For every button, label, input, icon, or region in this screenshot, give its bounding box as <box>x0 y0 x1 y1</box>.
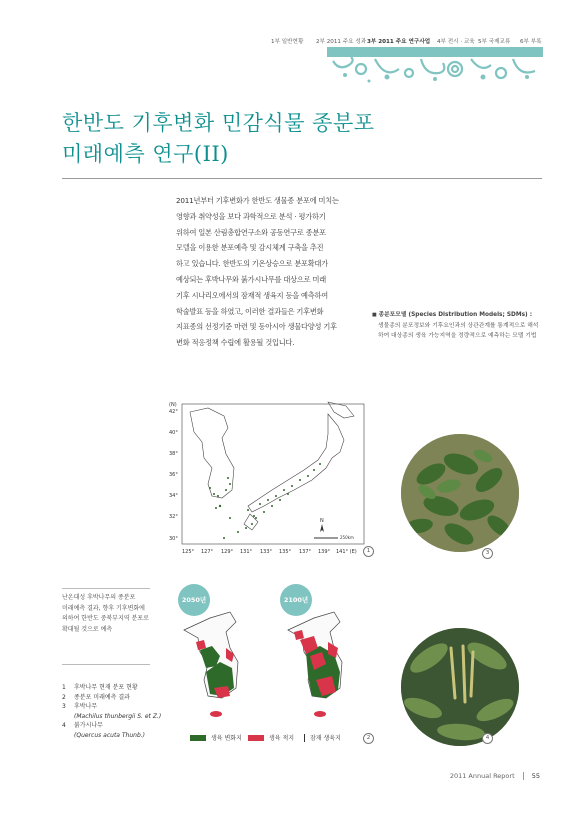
lon-label: 129° <box>221 549 234 555</box>
figure-list <box>62 683 161 740</box>
legend-line-marker <box>304 734 305 742</box>
body-line: 학술발표 등을 하였고, 이러한 결과들은 기후변화 <box>176 306 324 316</box>
caption-line: 의하여 한반도 중북부지역 분포로 <box>62 615 149 622</box>
legend-growth-change <box>190 733 242 742</box>
figure-list-text: 후박나무 현재 분포 현황 <box>74 684 138 691</box>
body-line: 기후 시나리오에서의 잠재적 생육지 등을 예측하여 <box>176 290 329 300</box>
lon-label: 137° <box>299 549 312 555</box>
nav-part-4[interactable]: 4부 전시 · 교육 <box>437 39 475 45</box>
body-line: 모델을 이용한 분포예측 및 감시체계 구축을 추진 <box>176 243 324 253</box>
lat-label: 38° <box>169 451 178 457</box>
lat-label: (N) <box>169 402 177 408</box>
caption-rule-bottom <box>62 664 150 665</box>
body-line: 변화 적응정책 수립에 활용될 것입니다. <box>176 338 295 348</box>
header-ornament <box>325 47 543 87</box>
figure-list-item <box>62 683 161 693</box>
legend-swatch-green <box>190 735 206 741</box>
body-line: 위하여 일본 산림총합연구소와 공동연구로 종분포 <box>176 227 326 237</box>
lat-label: 30° <box>169 536 178 542</box>
title-line-2: 미래예측 연구(II) <box>62 142 229 166</box>
body-line: 영향과 취약성을 보다 과학적으로 분석 · 평가하기 <box>176 211 326 221</box>
body-paragraph <box>176 193 360 351</box>
current-distribution-map <box>168 398 368 556</box>
caption-line: 확대될 것으로 예측 <box>62 625 113 633</box>
quercus-photo <box>401 628 519 746</box>
figure-list-number: 1 <box>62 684 66 691</box>
figure-list-number: 3 <box>62 703 66 710</box>
lat-label: 40° <box>169 430 178 436</box>
title-line-1: 한반도 기후변화 민감식물 종분포 <box>62 111 375 135</box>
legend-suitable <box>248 733 294 742</box>
body-line: 2011년부터 기후변화가 한반도 생물종 분포에 미치는 <box>176 196 339 205</box>
page-number: 55 <box>523 772 540 780</box>
lat-label: 34° <box>169 493 178 499</box>
scale-label: 250km <box>340 535 354 540</box>
figure-list-text: 붉가시나무 <box>74 722 103 729</box>
nav-part-1[interactable]: 1부 일반현황 <box>271 39 304 45</box>
figure-list-item <box>62 693 161 703</box>
figure-list-sub: (Quercus acuta Thunb.) <box>74 731 146 739</box>
sdm-note <box>372 310 542 342</box>
figure-list-number: 4 <box>62 722 66 729</box>
nav-part-2[interactable]: 2부 2011 주요 성과 <box>316 39 367 45</box>
note-heading: ■ 종분포모델 (Species Distribution Models; SDMs) : <box>372 310 542 321</box>
lon-label: 141° (E) <box>336 549 357 555</box>
page-footer <box>450 772 540 780</box>
note-line: 하여 대상종의 생육 가능지역을 정량적으로 예측하는 모델 기법 <box>378 333 537 339</box>
nav-part-5[interactable]: 5부 국제교류 <box>478 39 511 45</box>
nav-part-6[interactable]: 6부 부록 <box>520 39 542 45</box>
footer-report-title: 2011 Annual Report <box>449 772 515 780</box>
lon-label: 125° <box>182 549 195 555</box>
figure-number-2: 2 <box>363 733 374 744</box>
lat-label: 36° <box>169 472 178 478</box>
caption-line: 미래예측 결과, 향후 기후변화에 <box>62 604 145 612</box>
figure-number-4: 4 <box>482 733 493 744</box>
body-line: 지표종의 선정기준 마련 및 동아시아 생물다양성 기후 <box>176 322 337 332</box>
figure-list-number: 2 <box>62 693 66 701</box>
map-caption <box>62 593 154 635</box>
figure-list-text: 종분포 미래예측 결과 <box>74 693 130 701</box>
figure-list-item <box>62 721 161 731</box>
badge-2100: 2100년 <box>280 584 312 616</box>
body-line: 하고 있습니다. 한반도의 기온상승으로 분포확대가 <box>176 259 329 269</box>
figure-list-item <box>62 702 161 712</box>
lon-label: 135° <box>279 549 292 555</box>
legend-label: 생육 변화지 <box>211 735 242 742</box>
lat-label: 42° <box>169 409 178 415</box>
lon-label: 131° <box>240 549 253 555</box>
legend-label: 잠재 생육지 <box>310 735 341 742</box>
figure-list-sub: (Machilus thunbergii S. et Z.) <box>74 712 162 720</box>
legend-swatch-red <box>248 735 264 741</box>
future-prediction-maps <box>176 592 376 740</box>
lat-label: 32° <box>169 514 178 520</box>
lon-label: 127° <box>201 549 214 555</box>
caption-rule-top <box>62 588 150 589</box>
legend-label: 생육 적지 <box>269 735 295 742</box>
caption-line: 난온대성 후박나무의 종분포 <box>62 594 136 601</box>
north-label: N <box>320 518 324 524</box>
lon-label: 139° <box>318 549 331 555</box>
figure-number-1: 1 <box>363 546 374 557</box>
page-title <box>62 108 375 170</box>
lon-label: 133° <box>260 549 273 555</box>
nav-part-3[interactable]: 3부 2011 주요 연구사업 <box>367 39 431 45</box>
note-line: 생물종의 분포정보와 기후요인과의 상관관계를 통계적으로 해석 <box>378 322 539 329</box>
figure-number-3: 3 <box>482 548 493 559</box>
title-divider <box>62 178 542 179</box>
legend-potential <box>304 733 341 742</box>
body-line: 예상되는 후박나무와 붉가시나무를 대상으로 미래 <box>176 274 326 284</box>
figure-list-text: 후박나무 <box>74 703 98 710</box>
machilus-photo <box>401 434 519 552</box>
badge-2050: 2050년 <box>178 584 210 616</box>
